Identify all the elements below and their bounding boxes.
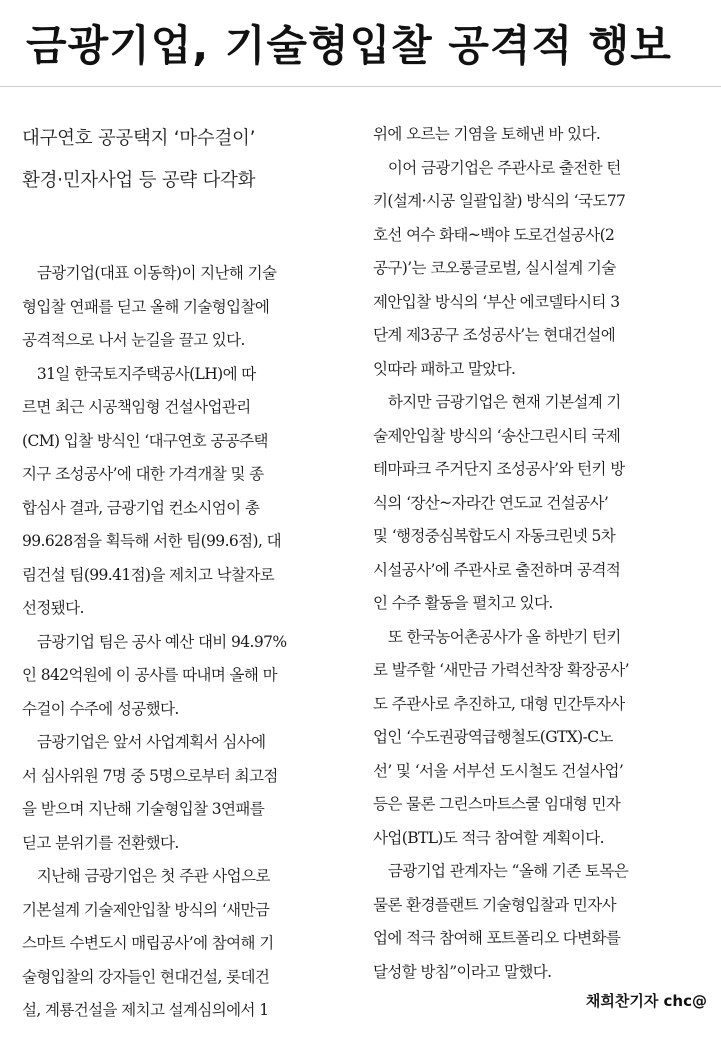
article-text-line: 지구 조성공사’에 대한 가격개찰 및 종: [22, 465, 264, 483]
left-column-body: [22, 257, 354, 1028]
article-text-line: 을 받으며 지난해 기술형입찰 3연패를: [22, 800, 265, 818]
subtitle-line-2: 환경·민자사업 등 공략 다각화: [22, 170, 256, 191]
article-text-line: 달성할 방침”이라고 말했다.: [373, 962, 552, 981]
article-text-line: 수걸이 수주에 성공했다.: [22, 699, 179, 718]
article-text-line: 및 ‘행정중심복합도시 자동크린넷 5차: [373, 527, 616, 545]
article-text-line: 지난해 금광기업은 첫 주관 사업으로: [22, 867, 270, 885]
article-text-line: 금광기업 팀은 공사 예산 대비 94.97%: [22, 632, 287, 651]
article-text-line: 위에 오르는 기염을 토해낸 바 있다.: [373, 125, 601, 143]
article-text-line: 또 한국농어촌공사가 올 하반기 턴키: [373, 627, 621, 646]
article-text-line: 물론 환경플랜트 기술형입찰과 민자사: [373, 895, 616, 914]
article-text-line: 인 842억원에 이 공사를 따내며 올해 마: [22, 666, 277, 684]
article-text-line: 이어 금광기업은 주관사로 출전한 턴: [373, 158, 621, 177]
article-text-line: 서 심사위원 7명 중 5명으로부터 최고점: [22, 766, 278, 785]
article-text-line: 제안입찰 방식의 ‘부산 에코델타시티 3: [373, 292, 620, 311]
article-text-line: 형입찰 연패를 딛고 올해 기술형입찰에: [22, 297, 270, 316]
article-text-line: 잇따라 패하고 말았다.: [373, 359, 516, 378]
article-text-line: 로 발주할 ‘새만금 가력선착장 확장공사’: [373, 661, 629, 679]
article-text-line: 단계 제3공구 조성공사’는 현대건설에: [373, 326, 616, 344]
article-text-line: 사업(BTL)도 적극 참여할 계획이다.: [373, 828, 604, 847]
article-text-line: 하지만 금광기업은 현재 기본설계 기: [373, 393, 621, 411]
article-text-line: 합심사 결과, 금광기업 컨소시엄이 총: [22, 498, 260, 517]
article-text-line: 시설공사’에 주관사로 출전하며 공격적: [373, 560, 621, 579]
right-column: [373, 118, 703, 989]
article-text-line: 호선 여수 화태~백야 도로건설공사(2: [373, 225, 615, 244]
article-text-line: (CM) 입찰 방식인 ‘대구연호 공공주택: [22, 431, 268, 450]
article-text-line: 인 수주 활동을 펼치고 있다.: [373, 594, 553, 612]
article-text-line: 키(설계·시공 일괄입찰) 방식의 ‘국도77: [373, 192, 626, 210]
article-text-line: 금광기업(대표 이동학)이 지난해 기술: [22, 264, 277, 282]
article-text-line: 등은 물론 그린스마트스쿨 임대형 민자: [373, 795, 621, 813]
article-text-line: 99.628점을 획득해 서한 팀(99.6점), 대: [22, 532, 282, 550]
right-column-body: [373, 118, 703, 989]
article-text-line: 림건설 팀(99.41점)을 제치고 낙찰자로: [22, 565, 275, 584]
article-text-line: 업인 ‘수도권광역급행철도(GTX)-C노: [373, 728, 613, 746]
headline-divider: [0, 86, 721, 87]
article-headline: 금광기업, 기술형입찰 공격적 행보: [26, 21, 672, 70]
article-text-line: 딛고 분위기를 전환했다.: [22, 833, 179, 852]
article-text-line: 공격적으로 나서 눈길을 끌고 있다.: [22, 331, 245, 349]
article-text-line: 공구)’는 코오롱글로벌, 실시설계 기술: [373, 259, 616, 277]
article-text-line: 설, 계룡건설을 제치고 설계심의에서 1: [22, 1001, 269, 1019]
article-text-line: 업에 적극 참여해 포트폴리오 다변화를: [373, 929, 621, 947]
article-text-line: 도 주관사로 추진하고, 대형 민간투자사: [373, 694, 625, 713]
article-text-line: 르면 최근 시공책임형 건설사업관리: [22, 398, 251, 416]
subtitle-line-1: 대구연호 공공택지 ‘마수걸이’: [22, 128, 256, 149]
article-text-line: 31일 한국토지주택공사(LH)에 따: [22, 364, 256, 383]
reporter-byline: 채희찬기자 chc@: [585, 992, 707, 1010]
article-text-line: 선’ 및 ‘서울 서부선 도시철도 건설사업’: [373, 761, 624, 780]
article-text-line: 술형입찰의 강자들인 현대건설, 롯데건: [22, 967, 270, 986]
article-text-line: 기본설계 기술제안입찰 방식의 ‘새만금: [22, 900, 270, 919]
article-text-line: 테마파크 주거단지 조성공사’와 턴키 방: [373, 460, 625, 478]
article-text-line: 금광기업은 앞서 사업계획서 심사에: [22, 733, 266, 751]
article-text-line: 술제안입찰 방식의 ‘송산그린시티 국제: [373, 426, 621, 445]
article-text-line: 스마트 수변도시 매립공사’에 참여해 기: [22, 934, 274, 952]
article-text-line: 금광기업 관계자는 “올해 기존 토목은: [373, 862, 629, 880]
article-text-line: 식의 ‘장산~자라간 연도교 건설공사’: [373, 493, 609, 512]
left-column: [22, 118, 354, 1028]
article-text-line: 선정됐다.: [22, 599, 84, 617]
